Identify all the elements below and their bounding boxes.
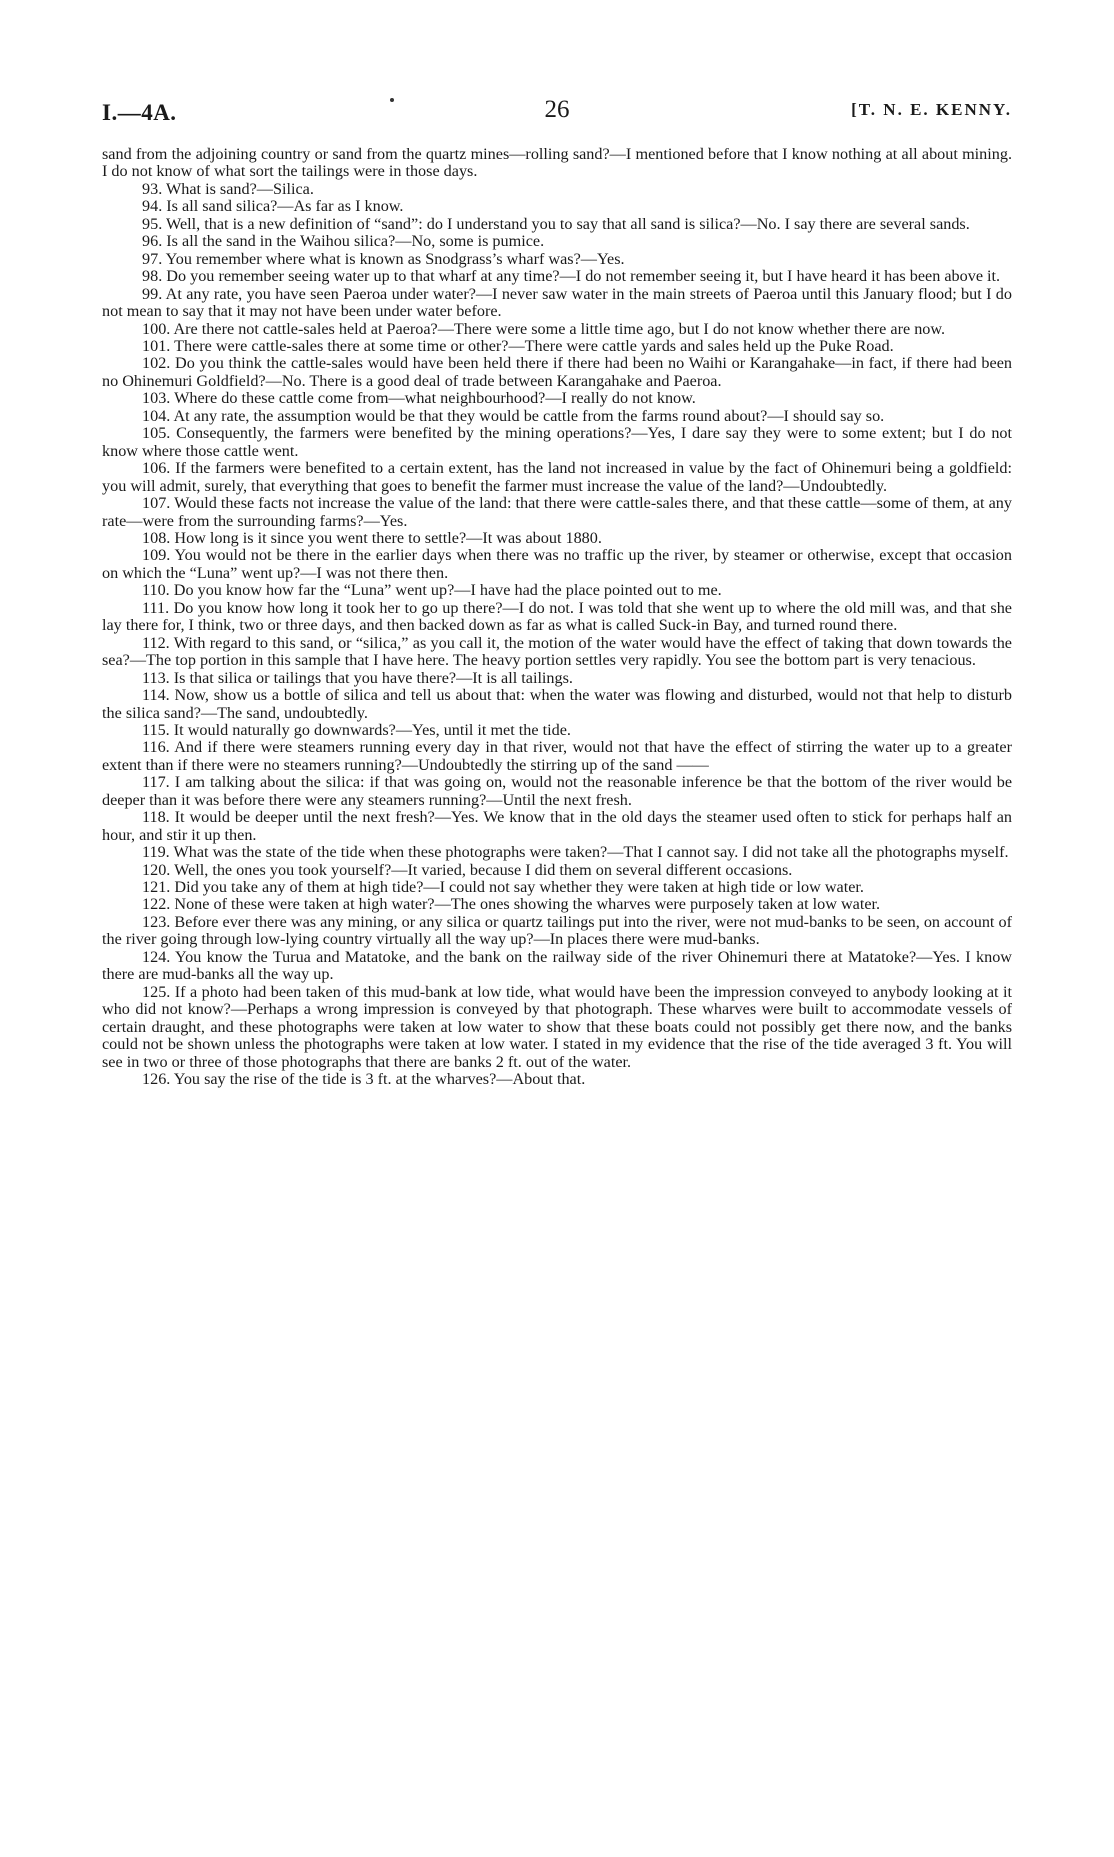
question-117: 117. I am talking about the silica: if that was going on, would not the reasonable inference be that the bottom of the river would be deeper than it was before there were any steamers running?—Until the next fresh. bbox=[102, 773, 1012, 809]
question-116: 116. And if there were steamers running every day in that river, would not that have the effect of stirring the water up to a greater extent than if there were no steamers running?—Undoubtedly the stirring up of the sand —— bbox=[102, 738, 1012, 774]
question-105: 105. Consequently, the farmers were benefited by the mining operations?—Yes, I dare say they were to some extent; but I do not know where those cattle went. bbox=[102, 424, 1012, 460]
question-122: 122. None of these were taken at high water?—The ones showing the wharves were purposely taken at low water. bbox=[142, 895, 881, 914]
paragraph: sand from the adjoining country or sand from the quartz mines—rolling sand?—I mentioned before that I know nothing at all about mining. I do not know of what sort the tailings were in those days. bbox=[102, 145, 1012, 181]
question-112: 112. With regard to this sand, or “silica,” as you call it, the motion of the water would have the effect of taking that down towards the sea?—The top portion in this sample that I have here. The heavy portion settles very rapidly. You see the bottom part is very tenacious. bbox=[102, 633, 1012, 670]
question-111: 111. Do you know how long it took her to go up there?—I do not. I was told that she went up to where the old mill was, and that she lay there for, I think, two or three days, and then backed down as far as what is called Suck-in Bay, and turned round there. bbox=[102, 598, 1012, 635]
question-119: 119. What was the state of the tide when these photographs were taken?—That I cannot say. I did not take all the photographs myself. bbox=[142, 843, 1009, 862]
question-107: 107. Would these facts not increase the value of the land: that there were cattle-sales there, and that these cattle—some of them, at any rate—were from the surrounding farms?—Yes. bbox=[102, 494, 1012, 530]
document-reference: I.—4A. bbox=[102, 100, 177, 125]
question-113: 113. Is that silica or tailings that you have there?—It is all tailings. bbox=[142, 668, 573, 687]
question-106: 106. If the farmers were benefited to a certain extent, has the land not increased in value by the fact of Ohinemuri being a goldfield: you will admit, surely, that everything that goes to benefit the farmer must increase the value of the land?—Undoubtedly. bbox=[102, 459, 1012, 495]
question-108: 108. How long is it since you went there to settle?—It was about 1880. bbox=[142, 528, 602, 547]
page-number: 26 bbox=[544, 96, 570, 123]
question-110: 110. Do you know how far the “Luna” went up?—I have had the place pointed out to me. bbox=[142, 581, 722, 600]
question-126: 126. You say the rise of the tide is 3 ft. at the wharves?—About that. bbox=[142, 1070, 586, 1089]
question-124: 124. You know the Turua and Matatoke, and the bank on the railway side of the river Ohinemuri there at Matatoke?—Yes. I know there are mud-banks all the way up. bbox=[102, 947, 1012, 984]
question-93: 93. What is sand?—Silica. bbox=[142, 179, 314, 198]
transcript-body bbox=[102, 146, 1012, 1088]
question-109: 109. You would not be there in the earlier days when there was no traffic up the river, by steamer or otherwise, except that occasion on which the “Luna” went up?—I was not there then. bbox=[102, 546, 1012, 582]
question-121: 121. Did you take any of them at high tide?—I could not say whether they were taken at high tide or low water. bbox=[142, 878, 864, 897]
question-102: 102. Do you think the cattle-sales would have been held there if there had been no Waihi or Karangahake—in fact, if there had been no Ohinemuri Goldfield?—No. There is a good deal of trade between Karangahake and Paeroa. bbox=[102, 354, 1012, 390]
question-103: 103. Where do these cattle come from—what neighbourhood?—I really do not know. bbox=[142, 389, 696, 408]
witness-name: [T. N. E. KENNY. bbox=[851, 100, 1012, 119]
question-115: 115. It would naturally go downwards?—Yes, until it met the tide. bbox=[142, 720, 571, 739]
question-97: 97. You remember where what is known as Snodgrass’s wharf was?—Yes. bbox=[142, 249, 625, 268]
question-95: 95. Well, that is a new definition of “sand”: do I understand you to say that all sand is silica?—No. I say there are several sands. bbox=[142, 214, 970, 233]
question-125: 125. If a photo had been taken of this mud-bank at low tide, what would have been the impression conveyed to anybody looking at it who did not know?—Perhaps a wrong impression is conveyed by that photograph. These wharves were built to accommodate vessels of certain draught, and these photographs were taken at low water to show that these boats could not possibly get there now, and the banks could not be shown unless the photographs were taken at low water. I stated in my evidence that the rise of the tide averaged 3 ft. You will see in two or three of those photographs that there are banks 2 ft. out of the water. bbox=[102, 982, 1012, 1071]
question-100: 100. Are there not cattle-sales held at Paeroa?—There were some a little time ago, but I do not know whether there are now. bbox=[142, 319, 946, 338]
question-94: 94. Is all sand silica?—As far as I know. bbox=[142, 197, 404, 216]
page-header bbox=[102, 96, 1012, 136]
question-96: 96. Is all the sand in the Waihou silica?—No, some is pumice. bbox=[142, 232, 545, 251]
question-123: 123. Before ever there was any mining, or any silica or quartz tailings put into the river, were not mud-banks to be seen, on account of the river going through low-lying country virtually all the way up?—In places there were mud-banks. bbox=[102, 912, 1012, 949]
question-118: 118. It would be deeper until the next fresh?—Yes. We know that in the old days the steamer used often to stick for perhaps half an hour, and stir it up then. bbox=[102, 808, 1012, 844]
question-114: 114. Now, show us a bottle of silica and tell us about that: when the water was flowing and disturbed, would not that help to disturb the silica sand?—The sand, undoubtedly. bbox=[102, 686, 1012, 722]
question-120: 120. Well, the ones you took yourself?—It varied, because I did them on several different occasions. bbox=[142, 860, 793, 879]
question-99: 99. At any rate, you have seen Paeroa under water?—I never saw water in the main streets of Paeroa until this January flood; but I do not mean to say that it may not have been under water before. bbox=[102, 284, 1012, 321]
question-101: 101. There were cattle-sales there at some time or other?—There were cattle yards and sales held up the Puke Road. bbox=[142, 336, 894, 355]
question-98: 98. Do you remember seeing water up to that wharf at any time?—I do not remember seeing it, but I have heard it has been above it. bbox=[142, 267, 1001, 286]
question-104: 104. At any rate, the assumption would be that they would be cattle from the farms round about?—I should say so. bbox=[142, 406, 885, 425]
